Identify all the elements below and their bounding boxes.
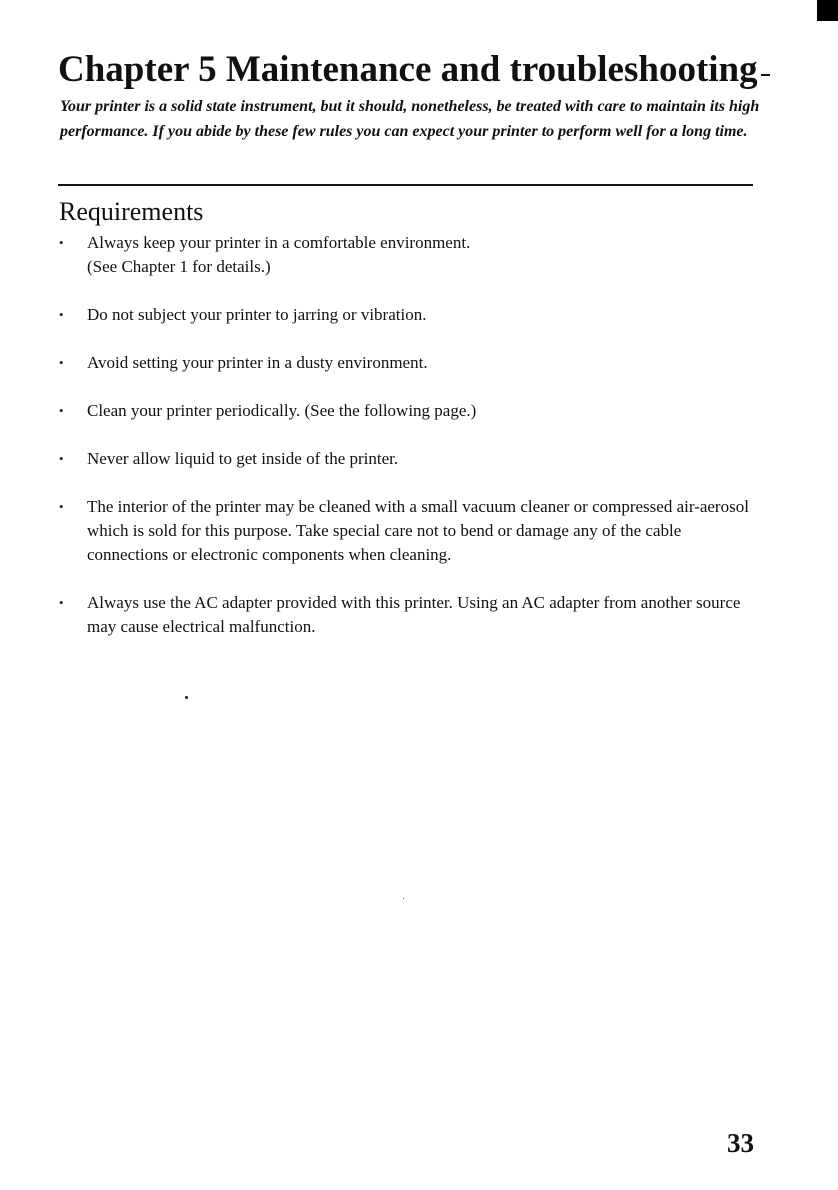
bullet-icon: • bbox=[59, 403, 64, 418]
list-item-text: Clean your printer periodically. (See the following page.) bbox=[87, 401, 477, 420]
list-item bbox=[59, 447, 759, 471]
list-item-text: Never allow liquid to get inside of the printer. bbox=[87, 449, 399, 468]
list-item-subtext: (See Chapter 1 for details.) bbox=[87, 257, 271, 276]
list-item bbox=[59, 303, 759, 327]
corner-print-mark bbox=[817, 0, 838, 21]
chapter-title bbox=[58, 46, 770, 94]
list-item bbox=[59, 351, 759, 375]
list-item-text: Do not subject your printer to jarring or vibration. bbox=[87, 305, 427, 324]
scan-speck bbox=[185, 696, 188, 699]
bullet-icon: • bbox=[59, 499, 64, 514]
page-number: 33 bbox=[727, 1128, 754, 1158]
bullet-icon: • bbox=[59, 307, 64, 322]
horizontal-rule bbox=[58, 184, 753, 186]
bullet-icon: • bbox=[59, 355, 64, 370]
list-item-text: Always use the AC adapter provided with this printer. Using an AC adapter from another source may cause electrical malfunction. bbox=[87, 593, 741, 636]
requirements-list bbox=[59, 231, 759, 663]
intro-paragraph: Your printer is a solid state instrument, but it should, nonetheless, be treated with care to maintain its high performance. If you abide by these few rules you can expect your printer to perform well for a long time. bbox=[60, 98, 760, 140]
list-item bbox=[59, 399, 759, 423]
list-item bbox=[59, 495, 759, 567]
list-item-text: Avoid setting your printer in a dusty environment. bbox=[87, 353, 428, 372]
section-heading: Requirements bbox=[59, 197, 204, 226]
list-item-text: The interior of the printer may be cleaned with a small vacuum cleaner or compressed air-aerosol which is sold for this purpose. Take special care not to bend or damage any of the cable connections or electronic components when cleaning. bbox=[87, 497, 749, 564]
list-item bbox=[59, 591, 759, 639]
list-item bbox=[59, 231, 759, 279]
bullet-icon: • bbox=[59, 595, 64, 610]
bullet-icon: • bbox=[59, 451, 64, 466]
list-item-text: Always keep your printer in a comfortable environment. bbox=[87, 233, 471, 252]
scan-speck bbox=[403, 898, 404, 899]
title-dash bbox=[761, 74, 770, 76]
chapter-title-text: Chapter 5 Maintenance and troubleshooting bbox=[58, 49, 758, 90]
bullet-icon: • bbox=[59, 235, 64, 250]
